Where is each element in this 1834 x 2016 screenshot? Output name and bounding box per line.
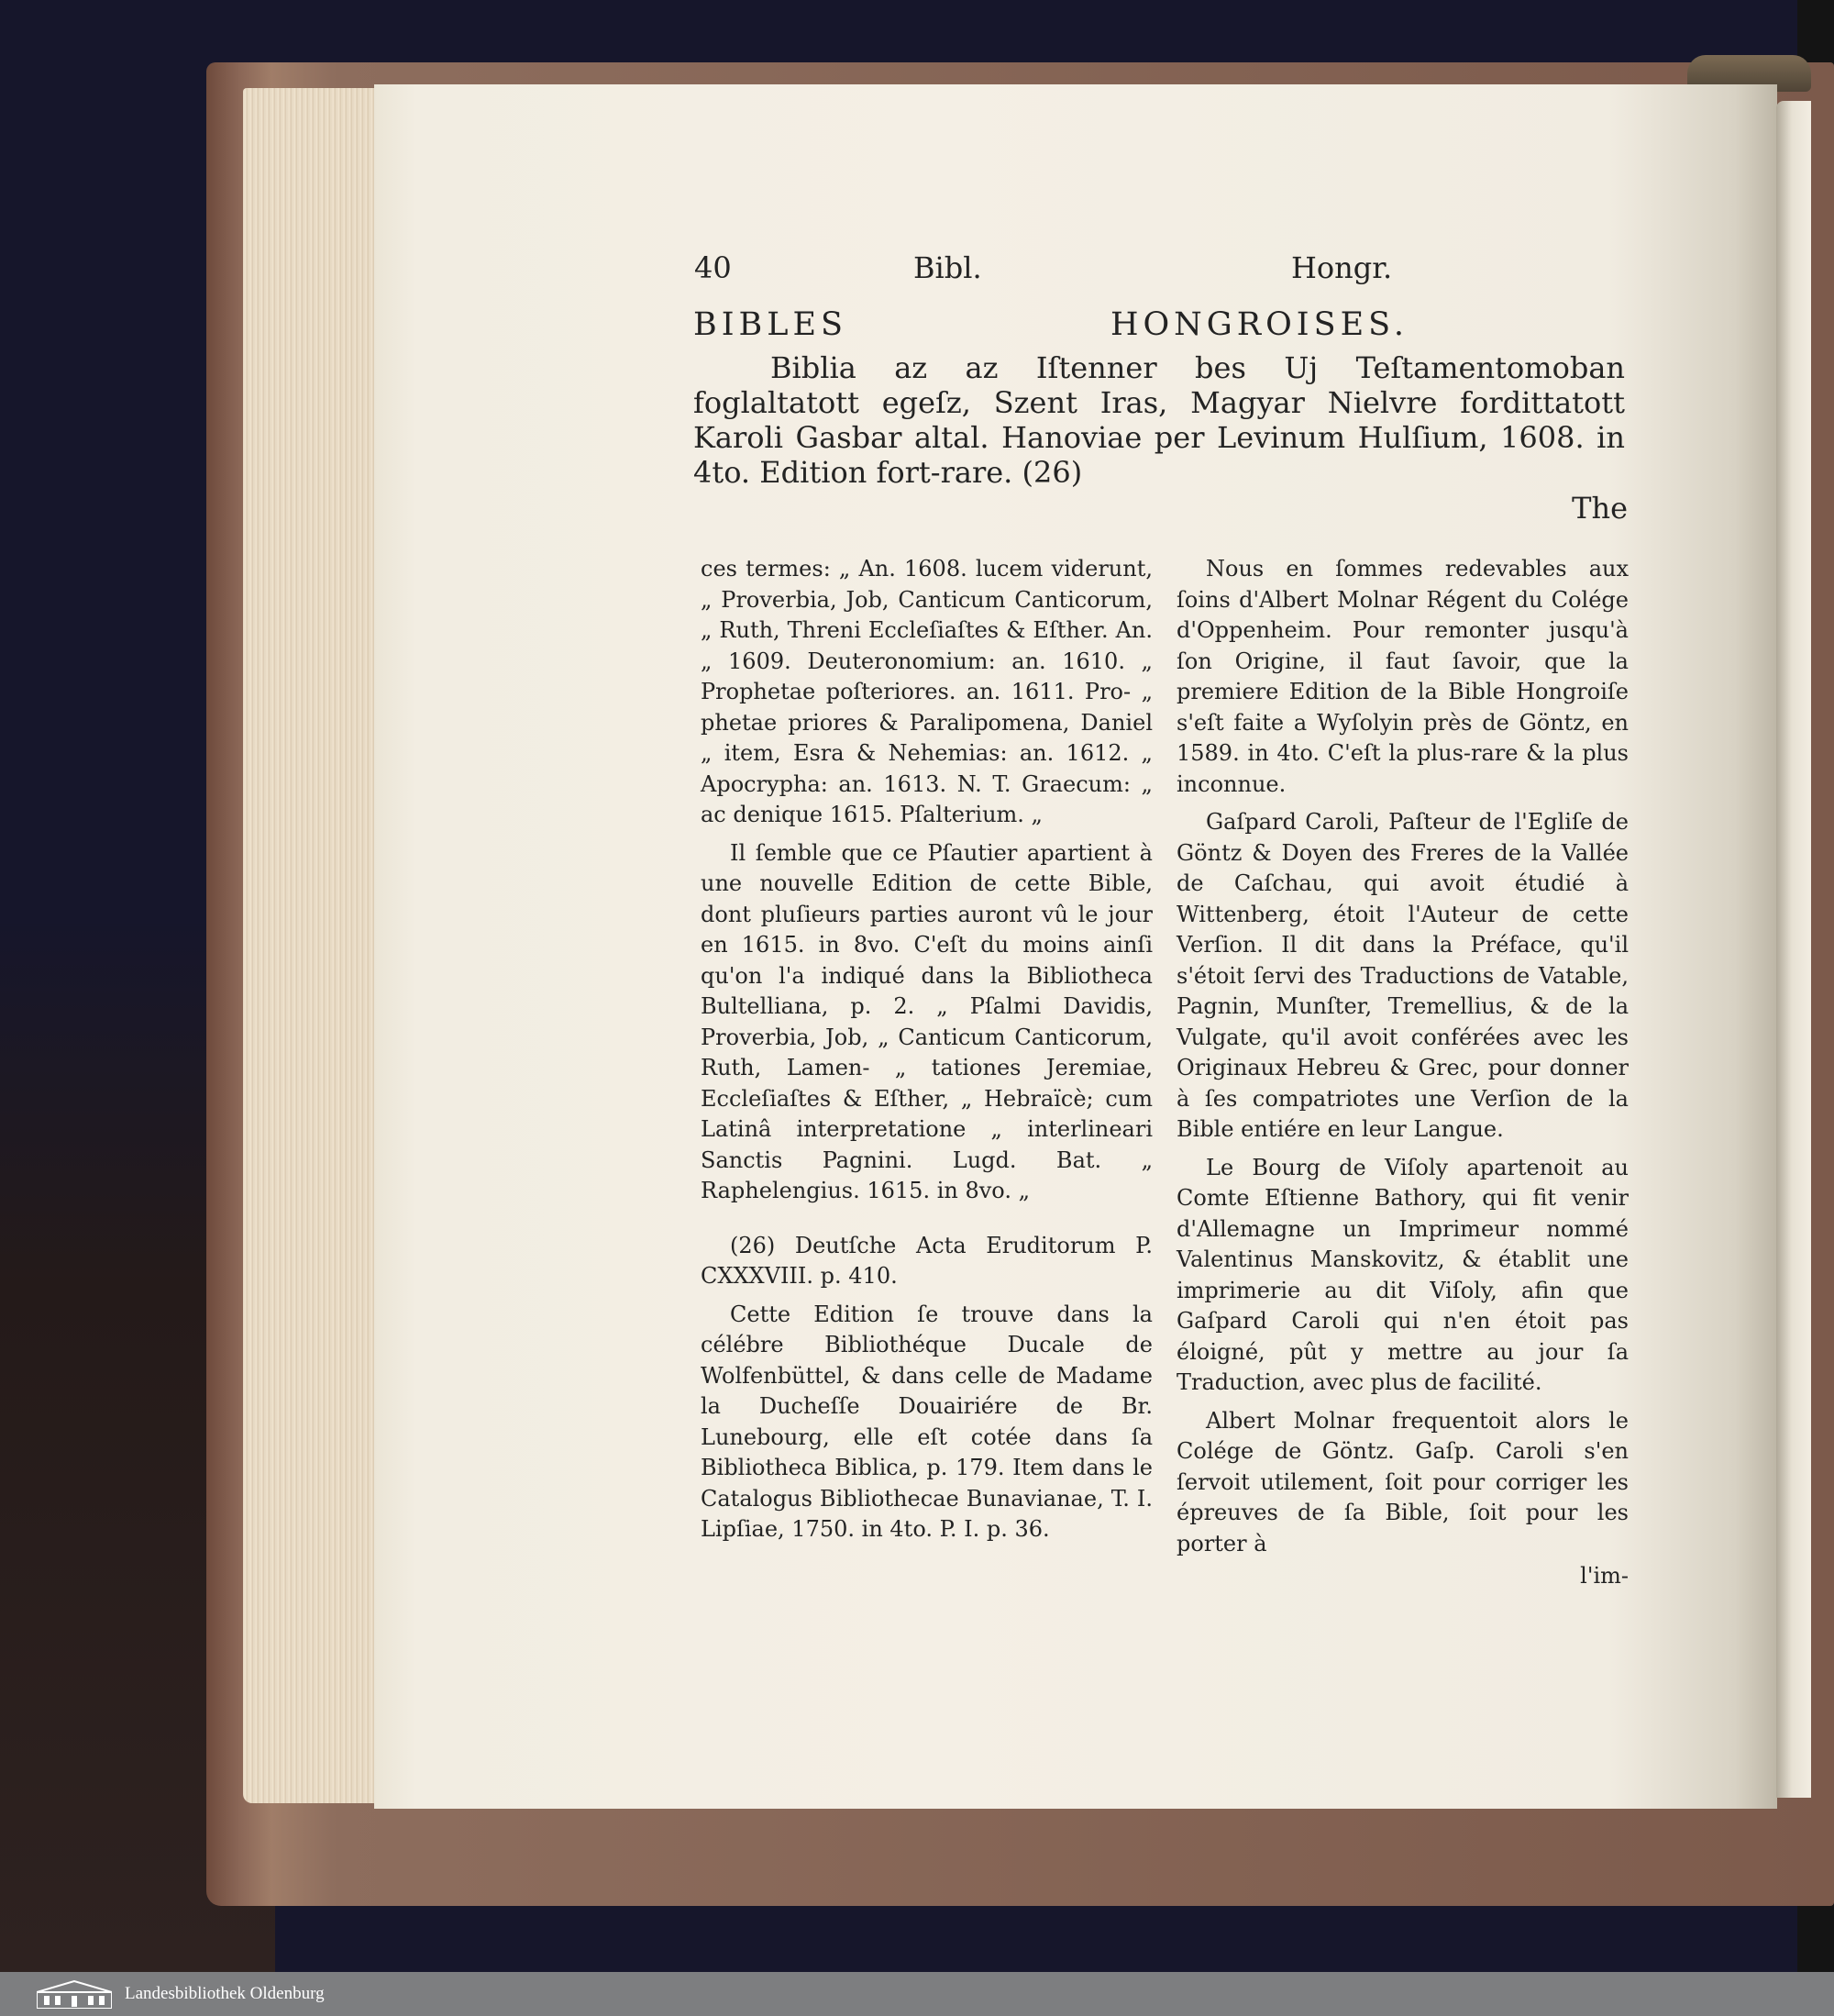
right-column — [1177, 554, 1629, 1592]
right-paragraph-college: Albert Molnar frequentoit alors le Colége de Göntz. Gaſp. Caroli s'en ſervoit utilement, ſoit pour corriger les épreuves de ſa Bible, ſoit pour les porter à — [1177, 1407, 1629, 1556]
library-building-icon — [37, 1979, 112, 2009]
running-head-right: Hongr. — [1291, 250, 1393, 285]
bible-entry — [693, 350, 1625, 490]
section-title: BIBLES HONGROISES. — [693, 306, 1409, 343]
left-paragraph-psautier: Il ſemble que ce Pſautier apartient à une nouvelle Edition de cette Bible, dont pluſieurs parties auront vû le jour en 1615. in 8vo. C'eſt du moins ainſi qu'on l'a indiqué dans la Bibliotheca Bultelliana, p. 2. „ Pſalmi Davidis, Proverbia, Job, „ Canticum Canticorum, Ruth, Lamen- „ tationes Jeremiae, Eccleſiaſtes & Eſther, „ Hebraïcè; cum Latinâ interpretatione „ interlineari Sanctis Pagnini. Lugd. Bat. „ Raphelengius. 1615. in 8vo. „ — [701, 839, 1153, 1203]
running-head-left: Bibl. — [913, 250, 982, 285]
left-paragraph-edition: Cette Edition ſe trouve dans la célébre Bibliothéque Ducale de Wolfenbüttel, & dans celle de Madame la Ducheſſe Douairiére de Br. Lunebourg, elle eſt cotée dans ſa Bibliotheca Biblica, p. 179. Item dans le Catalogus Bibliothecae Bunavianae, T. I. Lipſiae, 1750. in 4to. P. I. p. 36. — [701, 1301, 1153, 1542]
footer-library-name: Landesbibliothek Oldenburg — [125, 1984, 325, 2003]
footer-bar — [0, 1972, 1834, 2016]
catchword-top: The — [1572, 491, 1628, 526]
left-paragraph-quote: ces termes: „ An. 1608. lucem viderunt, „ Proverbia, Job, Canticum Canticorum, „ Ruth, Threni Eccleſiaſtes & Eſther. An. „ 1609. Deuteronomium: an. 1610. „ Prophetae poſteriores. an. 1611. Pro- „ phetae priores & Paralipomena, Daniel „ item, Esra & Nehemias: an. 1612. „ Apocrypha: an. 1613. N. T. Graecum: „ ac denique 1615. Pſalterium. „ — [701, 556, 1153, 827]
left-column — [701, 554, 1153, 1553]
catchword-bottom: l'im- — [1580, 1563, 1629, 1589]
right-paragraph-molnar: Nous en ſommes redevables aux ſoins d'Albert Molnar Régent du Colége d'Oppenheim. Pour remonter jusqu'à ſon Origine, il faut ſavoir, que la premiere Edition de la Bible Hongroiſe s'eſt faite a Wyſolyin près de Göntz, en 1589. in 4to. C'eſt la plus-rare & la plus inconnue. — [1177, 556, 1629, 797]
page-edges — [243, 88, 379, 1803]
right-paragraph-visoly: Le Bourg de Viſoly apartenoit au Comte Eſtienne Bathory, qui fit venir d'Allemagne un Imprimeur nommé Valentinus Manskovitz, & établit une imprimerie au dit Viſoly, afin que Gaſpard Caroli qui n'en étoit pas éloigné, pût y mettre au jour ſa Traduction, avec plus de facilité. — [1177, 1154, 1629, 1395]
footnote-26: (26) Deutſche Acta Eruditorum P. CXXXVIII. p. 410. — [701, 1232, 1153, 1289]
facing-page-edge — [1776, 101, 1811, 1798]
page-number: 40 — [694, 250, 732, 285]
bible-entry-text: Biblia az az Iſtenner bes Uj Teſtamentomoban foglaltatott egeſz, Szent Iras, Magyar Nielvre fordittatott Karoli Gasbar altal. Hanoviae per Levinum Hulſium, 1608. in 4to. Edition fort-rare. (26) — [693, 350, 1625, 490]
right-paragraph-caroli: Gaſpard Caroli, Paſteur de l'Egliſe de Göntz & Doyen des Freres de la Vallée de Caſchau, qui avoit étudié à Wittenberg, étoit l'Auteur de cette Verſion. Il dit dans la Préface, qu'il s'étoit ſervi des Traductions de Vatable, Pagnin, Munſter, Tremellius, & de la Vulgate, qu'il avoit conférées avec les Originaux Hebreu & Grec, pour donner à ſes compatriotes une Verſion de la Bible entiére en leur Langue. — [1177, 809, 1629, 1142]
